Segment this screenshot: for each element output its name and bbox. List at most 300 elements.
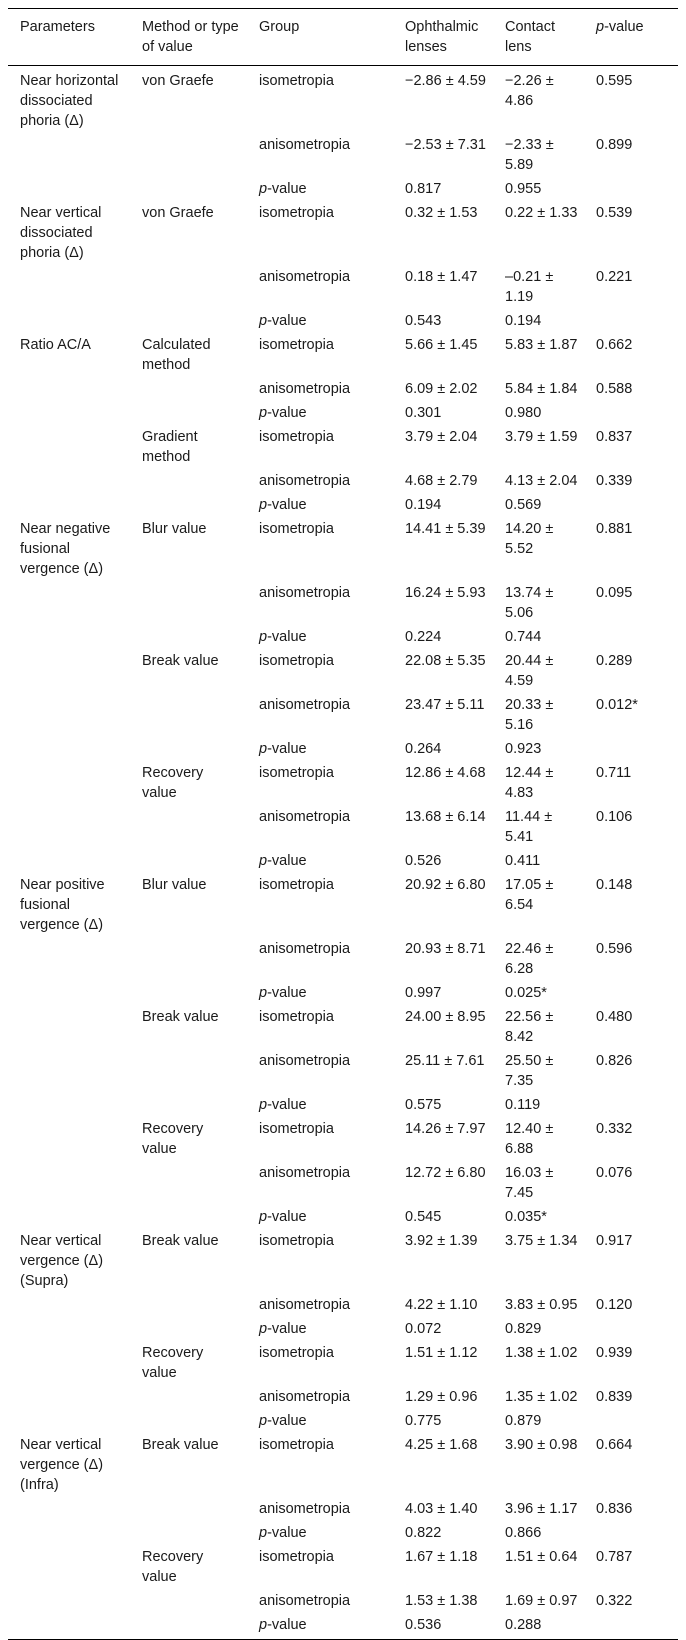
ophthalmic-value-cell: 0.072 (405, 1321, 442, 1337)
group-cell: isometropia (259, 877, 334, 893)
header-ophthalmic-lenses: Ophthalmic lenses (405, 19, 479, 55)
method-cell: Recovery value (142, 1121, 204, 1157)
contact-lens-value-cell: –0.21 ± 1.19 (505, 269, 554, 305)
contact-lens-value-cell: 1.35 ± 1.02 (505, 1389, 578, 1405)
group-cell: p-value (259, 497, 307, 513)
method-cell: Recovery value (142, 1345, 204, 1381)
contact-lens-value-cell: 1.51 ± 0.64 (505, 1549, 578, 1565)
table-row (8, 1589, 678, 1613)
contact-lens-value-cell: 0.829 (505, 1321, 542, 1337)
method-cell (130, 1205, 247, 1229)
parameter-cell (8, 309, 130, 333)
method-cell (130, 1497, 247, 1521)
p-value-cell: 0.939 (596, 1345, 633, 1361)
p-value-cell (584, 737, 678, 761)
group-cell: isometropia (259, 1345, 334, 1361)
group-cell: anisometropia (259, 809, 351, 825)
group-cell: isometropia (259, 1121, 334, 1137)
table-row (8, 1093, 678, 1117)
table-row (8, 1049, 678, 1093)
group-cell: isometropia (259, 429, 334, 445)
table-row (8, 737, 678, 761)
p-value-cell: 0.322 (596, 1593, 633, 1609)
ophthalmic-value-cell: 0.822 (405, 1525, 442, 1541)
parameter-cell (8, 265, 130, 309)
contact-lens-value-cell: 0.744 (505, 629, 542, 645)
table-row (8, 177, 678, 201)
header-row (8, 9, 678, 66)
group-cell: anisometropia (259, 1297, 351, 1313)
ophthalmic-value-cell: 0.18 ± 1.47 (405, 269, 478, 285)
parameter-cell (8, 469, 130, 493)
group-cell: p-value (259, 1097, 307, 1113)
table-row (8, 649, 678, 693)
group-cell: p-value (259, 853, 307, 869)
group-cell: p-value (259, 313, 307, 329)
method-cell: von Graefe (142, 205, 214, 221)
ophthalmic-value-cell: 5.66 ± 1.45 (405, 337, 478, 353)
method-cell (130, 133, 247, 177)
p-value-cell (584, 1521, 678, 1545)
table-row (8, 133, 678, 177)
p-value-cell: 0.106 (596, 809, 633, 825)
table-row (8, 761, 678, 805)
table-row (8, 333, 678, 377)
parameter-cell (8, 1161, 130, 1205)
method-cell (130, 581, 247, 625)
table-row (8, 66, 678, 134)
table-row (8, 309, 678, 333)
contact-lens-value-cell: 0.955 (505, 181, 542, 197)
parameter-cell (8, 1049, 130, 1093)
contact-lens-value-cell: 20.44 ± 4.59 (505, 653, 554, 689)
ophthalmic-value-cell: 12.86 ± 4.68 (405, 765, 486, 781)
table-row (8, 469, 678, 493)
ophthalmic-value-cell: 4.25 ± 1.68 (405, 1437, 478, 1453)
p-value-cell: 0.664 (596, 1437, 633, 1453)
method-cell: Break value (142, 653, 219, 669)
p-value-cell: 0.095 (596, 585, 633, 601)
ophthalmic-value-cell: 0.194 (405, 497, 442, 513)
contact-lens-value-cell: 3.96 ± 1.17 (505, 1501, 578, 1517)
table-row (8, 581, 678, 625)
contact-lens-value-cell: 0.980 (505, 405, 542, 421)
method-cell (130, 737, 247, 761)
ophthalmic-value-cell: −2.53 ± 7.31 (405, 137, 486, 153)
table-row (8, 981, 678, 1005)
p-value-cell (584, 1317, 678, 1341)
method-cell (130, 1317, 247, 1341)
ophthalmic-value-cell: 0.224 (405, 629, 442, 645)
method-cell (130, 937, 247, 981)
parameter-cell: Near negative fusional vergence (Δ) (20, 521, 111, 577)
parameter-cell: Near horizontal dissociated phoria (Δ) (20, 73, 119, 129)
table-row (8, 1293, 678, 1317)
method-cell (130, 309, 247, 333)
contact-lens-value-cell: 5.83 ± 1.87 (505, 337, 578, 353)
p-value-cell: 0.836 (596, 1501, 633, 1517)
method-cell (130, 1521, 247, 1545)
parameter-cell (8, 493, 130, 517)
contact-lens-value-cell: −2.26 ± 4.86 (505, 73, 554, 109)
contact-lens-value-cell: 13.74 ± 5.06 (505, 585, 554, 621)
parameter-cell (8, 1497, 130, 1521)
p-value-cell: 0.787 (596, 1549, 633, 1565)
group-cell: p-value (259, 741, 307, 757)
header-contact-lens: Contact lens (505, 19, 555, 55)
table-row (8, 937, 678, 981)
contact-lens-value-cell: 17.05 ± 6.54 (505, 877, 554, 913)
method-cell (130, 981, 247, 1005)
p-value-cell: 0.480 (596, 1009, 633, 1025)
p-value-cell (584, 1409, 678, 1433)
table-row (8, 849, 678, 873)
method-cell (130, 265, 247, 309)
parameter-cell (8, 625, 130, 649)
contact-lens-value-cell: 12.40 ± 6.88 (505, 1121, 554, 1157)
method-cell: Gradient method (142, 429, 198, 465)
p-value-cell (584, 401, 678, 425)
parameter-cell (8, 1521, 130, 1545)
group-cell: anisometropia (259, 269, 351, 285)
group-cell: anisometropia (259, 1053, 351, 1069)
contact-lens-value-cell: 4.13 ± 2.04 (505, 473, 578, 489)
ophthalmic-value-cell: 20.93 ± 8.71 (405, 941, 486, 957)
group-cell: p-value (259, 985, 307, 1001)
table-row (8, 873, 678, 937)
contact-lens-value-cell: 0.035* (505, 1209, 547, 1225)
ophthalmic-value-cell: −2.86 ± 4.59 (405, 73, 486, 89)
ophthalmic-value-cell: 23.47 ± 5.11 (405, 697, 485, 713)
parameter-cell: Near positive fusional vergence (Δ) (20, 877, 105, 933)
p-value-cell: 0.711 (596, 765, 632, 781)
ophthalmic-value-cell: 4.22 ± 1.10 (405, 1297, 478, 1313)
ophthalmic-value-cell: 0.526 (405, 853, 442, 869)
parameter-cell (8, 581, 130, 625)
ophthalmic-value-cell: 4.03 ± 1.40 (405, 1501, 478, 1517)
parameter-cell (8, 1409, 130, 1433)
p-value-cell: 0.826 (596, 1053, 633, 1069)
p-value-cell: 0.595 (596, 73, 633, 89)
method-cell (130, 1613, 247, 1640)
contact-lens-value-cell: 11.44 ± 5.41 (505, 809, 553, 845)
group-cell: isometropia (259, 1437, 334, 1453)
group-cell: p-value (259, 1525, 307, 1541)
header-p-value: p-value (596, 19, 644, 35)
method-cell: Blur value (142, 521, 207, 537)
p-value-cell: 0.596 (596, 941, 633, 957)
p-value-cell: 0.899 (596, 137, 633, 153)
table-row (8, 377, 678, 401)
table-row (8, 1317, 678, 1341)
method-cell (130, 377, 247, 401)
method-cell (130, 177, 247, 201)
p-value-cell: 0.076 (596, 1165, 633, 1181)
parameter-cell (8, 1385, 130, 1409)
method-cell (130, 493, 247, 517)
contact-lens-value-cell: 1.69 ± 0.97 (505, 1593, 578, 1609)
p-value-cell: 0.881 (596, 521, 633, 537)
ophthalmic-value-cell: 1.67 ± 1.18 (405, 1549, 478, 1565)
parameter-cell (8, 693, 130, 737)
parameter-cell (8, 937, 130, 981)
method-cell (130, 1093, 247, 1117)
p-value-cell (584, 849, 678, 873)
parameter-cell (8, 1117, 130, 1161)
ophthalmic-value-cell: 3.92 ± 1.39 (405, 1233, 478, 1249)
ophthalmic-value-cell: 12.72 ± 6.80 (405, 1165, 486, 1181)
method-cell: Break value (142, 1437, 219, 1453)
method-cell: Calculated method (142, 337, 211, 373)
method-cell: Break value (142, 1009, 219, 1025)
p-value-cell: 0.339 (596, 473, 633, 489)
parameter-cell (8, 1317, 130, 1341)
ophthalmic-value-cell: 0.536 (405, 1617, 442, 1633)
group-cell: p-value (259, 629, 307, 645)
table-row (8, 805, 678, 849)
parameter-cell (8, 1613, 130, 1640)
contact-lens-value-cell: 22.46 ± 6.28 (505, 941, 554, 977)
contact-lens-value-cell: 12.44 ± 4.83 (505, 765, 554, 801)
contact-lens-value-cell: 0.923 (505, 741, 542, 757)
parameter-cell (8, 1293, 130, 1317)
contact-lens-value-cell: 14.20 ± 5.52 (505, 521, 554, 557)
contact-lens-value-cell: 16.03 ± 7.45 (505, 1165, 554, 1201)
results-table (8, 8, 678, 1640)
contact-lens-value-cell: 0.194 (505, 313, 542, 329)
method-cell (130, 1385, 247, 1409)
ophthalmic-value-cell: 24.00 ± 8.95 (405, 1009, 486, 1025)
contact-lens-value-cell: 0.411 (505, 853, 541, 869)
p-value-cell (584, 177, 678, 201)
ophthalmic-value-cell: 0.301 (405, 405, 442, 421)
table-row (8, 401, 678, 425)
group-cell: anisometropia (259, 473, 351, 489)
ophthalmic-value-cell: 1.53 ± 1.38 (405, 1593, 478, 1609)
group-cell: isometropia (259, 765, 334, 781)
table-row (8, 625, 678, 649)
p-value-cell (584, 625, 678, 649)
parameter-cell (8, 1005, 130, 1049)
table-row (8, 1005, 678, 1049)
ophthalmic-value-cell: 0.817 (405, 181, 442, 197)
group-cell: isometropia (259, 1233, 334, 1249)
p-value-cell: 0.289 (596, 653, 633, 669)
group-cell: p-value (259, 181, 307, 197)
header-group: Group (259, 19, 300, 35)
table-row (8, 1161, 678, 1205)
group-cell: p-value (259, 1321, 307, 1337)
parameter-cell: Ratio AC/A (20, 337, 91, 353)
ophthalmic-value-cell: 0.997 (405, 985, 442, 1001)
group-cell: p-value (259, 1209, 307, 1225)
table-row (8, 1117, 678, 1161)
ophthalmic-value-cell: 22.08 ± 5.35 (405, 653, 486, 669)
p-value-cell: 0.539 (596, 205, 633, 221)
table-row (8, 1433, 678, 1497)
group-cell: isometropia (259, 1549, 334, 1565)
ophthalmic-value-cell: 0.543 (405, 313, 442, 329)
table-row (8, 1229, 678, 1293)
ophthalmic-value-cell: 1.51 ± 1.12 (405, 1345, 478, 1361)
table-row (8, 1613, 678, 1640)
contact-lens-value-cell: 0.879 (505, 1413, 542, 1429)
contact-lens-value-cell: 3.79 ± 1.59 (505, 429, 578, 445)
contact-lens-value-cell: 25.50 ± 7.35 (505, 1053, 554, 1089)
contact-lens-value-cell: 0.025* (505, 985, 547, 1001)
group-cell: isometropia (259, 337, 334, 353)
group-cell: anisometropia (259, 1165, 351, 1181)
method-cell (130, 1589, 247, 1613)
contact-lens-value-cell: 22.56 ± 8.42 (505, 1009, 554, 1045)
parameter-cell (8, 377, 130, 401)
group-cell: anisometropia (259, 1389, 351, 1405)
table-row (8, 1341, 678, 1385)
p-value-cell: 0.662 (596, 337, 633, 353)
group-cell: anisometropia (259, 381, 351, 397)
contact-lens-value-cell: 3.83 ± 0.95 (505, 1297, 578, 1313)
p-value-cell: 0.221 (596, 269, 633, 285)
group-cell: anisometropia (259, 941, 351, 957)
contact-lens-value-cell: 0.288 (505, 1617, 542, 1633)
table-row (8, 1385, 678, 1409)
ophthalmic-value-cell: 16.24 ± 5.93 (405, 585, 486, 601)
ophthalmic-value-cell: 14.26 ± 7.97 (405, 1121, 486, 1137)
parameter-cell: Near vertical vergence (Δ)(Supra) (20, 1233, 104, 1289)
ophthalmic-value-cell: 6.09 ± 2.02 (405, 381, 478, 397)
method-cell: Recovery value (142, 765, 204, 801)
parameter-cell (8, 649, 130, 693)
group-cell: anisometropia (259, 1593, 351, 1609)
p-value-cell (584, 1613, 678, 1640)
group-cell: anisometropia (259, 1501, 351, 1517)
table-row (8, 517, 678, 581)
ophthalmic-value-cell: 4.68 ± 2.79 (405, 473, 478, 489)
p-value-cell (584, 493, 678, 517)
table-row (8, 201, 678, 265)
p-value-cell: 0.839 (596, 1389, 633, 1405)
header-parameters: Parameters (20, 19, 95, 35)
table-row (8, 693, 678, 737)
table-row (8, 1205, 678, 1229)
parameter-cell (8, 849, 130, 873)
ophthalmic-value-cell: 20.92 ± 6.80 (405, 877, 486, 893)
table-row (8, 425, 678, 469)
p-value-cell: 0.837 (596, 429, 633, 445)
parameter-cell (8, 177, 130, 201)
parameter-cell (8, 1341, 130, 1385)
contact-lens-value-cell: −2.33 ± 5.89 (505, 137, 554, 173)
table-header (8, 9, 678, 66)
method-cell: Break value (142, 1233, 219, 1249)
method-cell (130, 849, 247, 873)
parameter-cell (8, 761, 130, 805)
ophthalmic-value-cell: 3.79 ± 2.04 (405, 429, 478, 445)
method-cell (130, 401, 247, 425)
p-value-cell: 0.917 (596, 1233, 633, 1249)
p-value-cell: 0.012* (596, 697, 638, 713)
method-cell (130, 625, 247, 649)
table-row (8, 1497, 678, 1521)
table-row (8, 1409, 678, 1433)
group-cell: isometropia (259, 205, 334, 221)
ophthalmic-value-cell: 14.41 ± 5.39 (405, 521, 486, 537)
parameter-cell (8, 737, 130, 761)
ophthalmic-value-cell: 0.775 (405, 1413, 442, 1429)
p-value-cell (584, 1205, 678, 1229)
method-cell (130, 469, 247, 493)
p-value-cell: 0.148 (596, 877, 633, 893)
method-cell (130, 805, 247, 849)
group-cell: p-value (259, 1413, 307, 1429)
group-cell: anisometropia (259, 137, 351, 153)
method-cell (130, 1049, 247, 1093)
header-method: Method or type of value (142, 19, 239, 55)
group-cell: isometropia (259, 73, 334, 89)
parameter-cell: Near vertical vergence (Δ)(Infra) (20, 1437, 104, 1493)
group-cell: isometropia (259, 521, 334, 537)
parameter-cell (8, 805, 130, 849)
ophthalmic-value-cell: 0.32 ± 1.53 (405, 205, 478, 221)
method-cell: Blur value (142, 877, 207, 893)
contact-lens-value-cell: 1.38 ± 1.02 (505, 1345, 578, 1361)
group-cell: anisometropia (259, 585, 351, 601)
contact-lens-value-cell: 5.84 ± 1.84 (505, 381, 578, 397)
table-row (8, 265, 678, 309)
method-cell: Recovery value (142, 1549, 204, 1585)
p-value-cell: 0.588 (596, 381, 633, 397)
group-cell: anisometropia (259, 697, 351, 713)
ophthalmic-value-cell: 0.575 (405, 1097, 442, 1113)
ophthalmic-value-cell: 0.264 (405, 741, 442, 757)
group-cell: isometropia (259, 653, 334, 669)
table-body (8, 66, 678, 1640)
group-cell: isometropia (259, 1009, 334, 1025)
p-value-cell (584, 309, 678, 333)
parameter-cell: Near vertical dissociated phoria (Δ) (20, 205, 102, 261)
method-cell: von Graefe (142, 73, 214, 89)
contact-lens-value-cell: 0.866 (505, 1525, 542, 1541)
parameter-cell (8, 1589, 130, 1613)
table-row (8, 1521, 678, 1545)
parameter-cell (8, 1545, 130, 1589)
group-cell: p-value (259, 1617, 307, 1633)
contact-lens-value-cell: 3.90 ± 0.98 (505, 1437, 578, 1453)
method-cell (130, 1161, 247, 1205)
p-value-cell (584, 981, 678, 1005)
parameter-cell (8, 425, 130, 469)
contact-lens-value-cell: 0.22 ± 1.33 (505, 205, 578, 221)
method-cell (130, 1409, 247, 1433)
ophthalmic-value-cell: 1.29 ± 0.96 (405, 1389, 478, 1405)
parameter-cell (8, 401, 130, 425)
ophthalmic-value-cell: 13.68 ± 6.14 (405, 809, 486, 825)
p-value-cell (584, 1093, 678, 1117)
parameter-cell (8, 1205, 130, 1229)
table-row (8, 493, 678, 517)
p-value-cell: 0.332 (596, 1121, 633, 1137)
contact-lens-value-cell: 0.569 (505, 497, 542, 513)
group-cell: p-value (259, 405, 307, 421)
method-cell (130, 1293, 247, 1317)
contact-lens-value-cell: 3.75 ± 1.34 (505, 1233, 578, 1249)
ophthalmic-value-cell: 25.11 ± 7.61 (405, 1053, 485, 1069)
table-row (8, 1545, 678, 1589)
parameter-cell (8, 133, 130, 177)
contact-lens-value-cell: 20.33 ± 5.16 (505, 697, 554, 733)
p-value-cell: 0.120 (596, 1297, 633, 1313)
ophthalmic-value-cell: 0.545 (405, 1209, 442, 1225)
